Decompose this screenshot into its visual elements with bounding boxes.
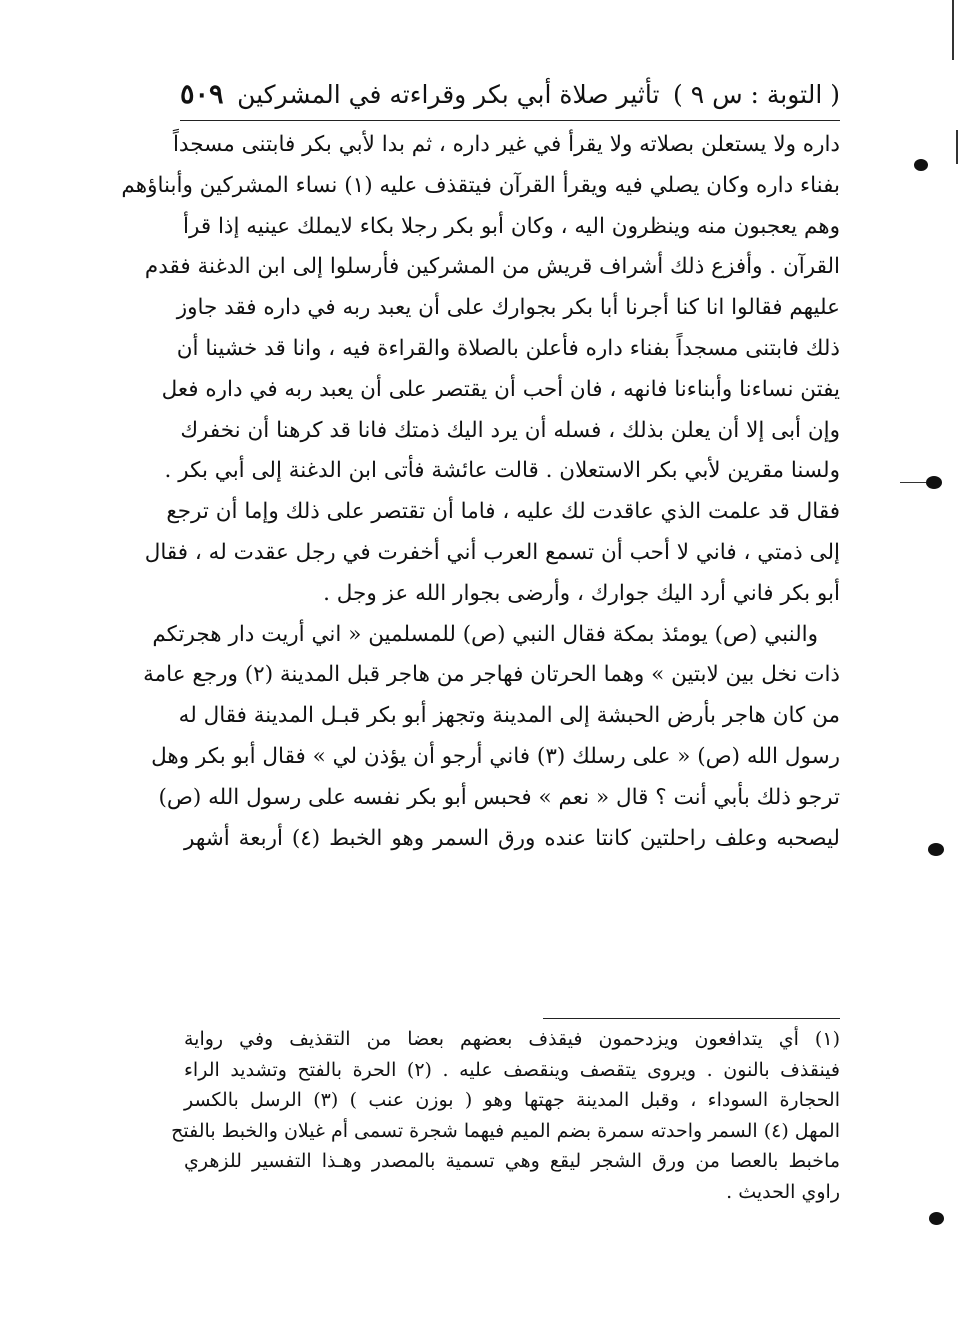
binding-hole-mark: [926, 476, 942, 489]
page-header: [180, 68, 840, 120]
text-line: القرآن . وأفزع ذلك أشراف قريش من المشركين فأرسلوا إلى ابن الدغنة فقدم: [144, 254, 840, 280]
text-line: وإن أبى إلا أن يعلن بذلك ، فسله أن يرد اليك ذمتك فانا قد كرهنا أن نخفرك: [180, 417, 840, 443]
binding-hole-mark: [929, 1212, 944, 1225]
text-line: ترجو ذلك بأبي أنت ؟ قال « نعم » فحبس أبو بكر نفسه على رسول الله (ص): [158, 784, 840, 810]
page-title: تأثير صلاة أبي بكر وقراءته في المشركين: [237, 79, 660, 109]
text-line: بفناء داره وكان يصلي فيه ويقرأ القرآن فيتقذف عليه (١) نساء المشركين وأبناؤهم: [121, 172, 840, 198]
text-line: من كان هاجر بأرض الحبشة إلى المدينة وتجهز أبو بكر قبـل المدينة فقال له: [178, 703, 840, 729]
text-line: أبو بكر فاني أرد اليك جوارك ، وأرضى بجوار الله عز وجل .: [323, 580, 840, 606]
text-line: داره ولا يستعلن بصلاته ولا يقرأ في غير داره ، ثم بدا لأبي بكر فابتنى مسجداً: [172, 132, 840, 157]
binding-hole-mark: [928, 843, 944, 856]
footnote-line: فينقذف بالنون . ويروى يتقصف وينقصف عليه . (٢) الحرة بالفتح وتشديد الراء: [184, 1058, 841, 1081]
footnote-line: (١) أي يتدافعون ويزدحمون فيقذف بعضهم بعضا من التقذيف وفي رواية: [184, 1028, 840, 1050]
text-line: وهم يعجبون منه وينظرون اليه ، وكان أبو بكر رجلا بكاء لايملك عينيه إذا قرأ: [183, 213, 840, 239]
text-line: ولسنا مقرين لأبي بكر الاستعلان . قالت عائشة فأتى ابن الدغنة إلى أبي بكر .: [164, 458, 840, 484]
text-line: ليصحبه وعلف راحلتين كانتا عنده ورق السمر وهو الخبط (٤) أربعة أشهر: [184, 825, 840, 851]
footnote-line: المهل (٤) السمر واحدته سمرة بضم الميم فيهما شجرة تسمى أم غيلان والخبط بالفتح: [171, 1119, 840, 1142]
binding-hole-mark: [914, 159, 928, 171]
page-number: ٥٠٩: [180, 78, 224, 110]
text-line: والنبي (ص) يومئذ بمكة فقال النبي (ص) للمسلمين « اني أريت دار هجرتكم: [152, 621, 818, 647]
scan-edge-line: [956, 130, 958, 164]
text-line: عليهم فقالوا انا كنا أجرنا أبا بكر بجوارك على أن يعبد ربه في داره فقد جاوز: [176, 295, 840, 321]
main-text: [121, 125, 840, 859]
text-line: إلى ذمتي ، فاني لا أحب أن تسمع العرب أني أخفرت في رجل عقدت له ، فقال: [144, 539, 840, 565]
scan-edge-line: [952, 0, 954, 60]
text-line: رسول الله (ص) « على رسلك (٣) فاني أرجو أن يؤذن لي » فقال أبو بكر وهل: [151, 743, 840, 769]
footnote-line: الحجارة السوداء ، وقبل المدينة جهتها وهو ( بوزن عنب ) (٣) الرسل بالكسر: [184, 1089, 840, 1111]
footnote-line: ماخبط بالعصا من ورق الشجر ليقع وهي تسمية بالمصدر وهـذا التفسير للزهري: [184, 1150, 840, 1172]
chapter-reference: ( التوبة : س ٩ ): [672, 79, 840, 109]
header-divider: [180, 120, 840, 121]
text-line: يفتن نساءنا وأبناءنا فانهه ، فان أحب أن يقتصر على أن يعبد ربه في داره فعل: [161, 376, 840, 402]
text-line: فقال قد علمت الذي عاقدت لك عليه ، فاما أن تقتصر على ذلك وإما أن ترجع: [166, 499, 840, 525]
footnotes: [171, 1024, 841, 1207]
scan-edge-line: [900, 482, 926, 483]
text-line: ذات نخل بين لابتين » وهما الحرتان فهاجر من هاجر قبل المدينة (٢) ورجع عامة: [143, 662, 840, 688]
footnote-divider: [543, 1018, 840, 1019]
text-line: ذلك فابتنى مسجداً بفناء داره فأعلن بالصلاة والقراءة فيه ، وانا قد خشينا أن: [176, 335, 840, 361]
footnote-line: راوي الحديث .: [726, 1180, 840, 1203]
